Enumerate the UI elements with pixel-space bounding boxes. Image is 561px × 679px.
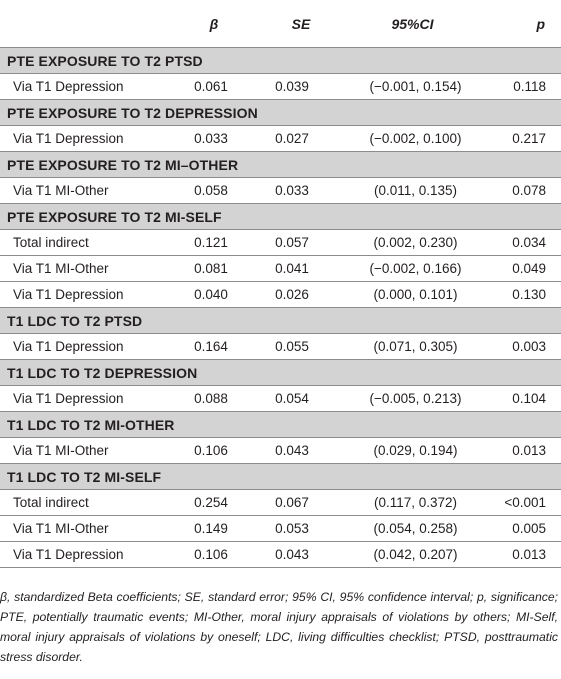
row-label: Via T1 Depression — [0, 334, 168, 360]
beta-value: 0.106 — [168, 542, 260, 568]
ci-value: (0.029, 0.194) — [342, 438, 483, 464]
beta-value: 0.040 — [168, 282, 260, 308]
beta-value: 0.058 — [168, 178, 260, 204]
se-value: 0.027 — [260, 126, 342, 152]
se-value: 0.041 — [260, 256, 342, 282]
section-title: PTE EXPOSURE TO T2 DEPRESSION — [0, 100, 561, 126]
table-body — [0, 48, 561, 568]
se-value: 0.043 — [260, 438, 342, 464]
ci-value: (−0.005, 0.213) — [342, 386, 483, 412]
p-value: 0.104 — [483, 386, 561, 412]
ci-value: (0.000, 0.101) — [342, 282, 483, 308]
beta-value: 0.149 — [168, 516, 260, 542]
header-p: p — [483, 0, 561, 48]
se-value: 0.055 — [260, 334, 342, 360]
table-row — [0, 334, 561, 360]
section-title: T1 LDC TO T2 MI-SELF — [0, 464, 561, 490]
table-row — [0, 516, 561, 542]
table-row — [0, 230, 561, 256]
header-se: SE — [260, 0, 342, 48]
section-header-row — [0, 152, 561, 178]
section-header-row — [0, 308, 561, 334]
se-value: 0.026 — [260, 282, 342, 308]
p-value: 0.130 — [483, 282, 561, 308]
table-footnote: β, standardized Beta coefficients; SE, standard error; 95% CI, 95% confidence interval; p, significance; PTE, potentially traumatic events; MI-Other, moral injury appraisals of violations by others; MI-Self, moral injury appraisals of violations by oneself; LDC, living difficulties checklist; PTSD, posttraumatic stress disorder. — [0, 590, 558, 664]
beta-value: 0.088 — [168, 386, 260, 412]
section-header-row — [0, 464, 561, 490]
p-value: 0.003 — [483, 334, 561, 360]
row-label: Via T1 MI-Other — [0, 178, 168, 204]
ci-value: (0.011, 0.135) — [342, 178, 483, 204]
p-value: 0.118 — [483, 74, 561, 100]
header-row — [0, 0, 561, 48]
section-title: T1 LDC TO T2 PTSD — [0, 308, 561, 334]
beta-value: 0.106 — [168, 438, 260, 464]
se-value: 0.054 — [260, 386, 342, 412]
ci-value: (−0.001, 0.154) — [342, 74, 483, 100]
header-beta: β — [168, 0, 260, 48]
section-title: PTE EXPOSURE TO T2 PTSD — [0, 48, 561, 74]
section-header-row — [0, 360, 561, 386]
ci-value: (0.002, 0.230) — [342, 230, 483, 256]
table-row — [0, 282, 561, 308]
row-label: Via T1 MI-Other — [0, 516, 168, 542]
row-label: Via T1 Depression — [0, 386, 168, 412]
section-title: T1 LDC TO T2 DEPRESSION — [0, 360, 561, 386]
se-value: 0.043 — [260, 542, 342, 568]
table-row — [0, 126, 561, 152]
ci-value: (0.054, 0.258) — [342, 516, 483, 542]
row-label: Via T1 Depression — [0, 542, 168, 568]
beta-value: 0.033 — [168, 126, 260, 152]
beta-value: 0.081 — [168, 256, 260, 282]
beta-value: 0.164 — [168, 334, 260, 360]
row-label: Via T1 Depression — [0, 126, 168, 152]
ci-value: (0.071, 0.305) — [342, 334, 483, 360]
section-header-row — [0, 48, 561, 74]
table-row — [0, 386, 561, 412]
ci-value: (−0.002, 0.166) — [342, 256, 483, 282]
section-title: T1 LDC TO T2 MI-OTHER — [0, 412, 561, 438]
row-label: Via T1 Depression — [0, 74, 168, 100]
row-label: Via T1 MI-Other — [0, 438, 168, 464]
se-value: 0.053 — [260, 516, 342, 542]
p-value: 0.013 — [483, 438, 561, 464]
section-title: PTE EXPOSURE TO T2 MI-SELF — [0, 204, 561, 230]
table-row — [0, 490, 561, 516]
p-value: 0.013 — [483, 542, 561, 568]
se-value: 0.033 — [260, 178, 342, 204]
p-value: 0.049 — [483, 256, 561, 282]
row-label: Total indirect — [0, 230, 168, 256]
section-title: PTE EXPOSURE TO T2 MI–OTHER — [0, 152, 561, 178]
table-row — [0, 438, 561, 464]
header-label — [0, 0, 168, 48]
row-label: Via T1 MI-Other — [0, 256, 168, 282]
header-ci: 95%CI — [342, 0, 483, 48]
table-header — [0, 0, 561, 48]
ci-value: (−0.002, 0.100) — [342, 126, 483, 152]
ci-value: (0.117, 0.372) — [342, 490, 483, 516]
se-value: 0.067 — [260, 490, 342, 516]
p-value: 0.005 — [483, 516, 561, 542]
p-value: 0.034 — [483, 230, 561, 256]
table-row — [0, 256, 561, 282]
row-label: Via T1 Depression — [0, 282, 168, 308]
section-header-row — [0, 100, 561, 126]
table-row — [0, 74, 561, 100]
p-value: 0.078 — [483, 178, 561, 204]
section-header-row — [0, 204, 561, 230]
beta-value: 0.061 — [168, 74, 260, 100]
se-value: 0.039 — [260, 74, 342, 100]
beta-value: 0.254 — [168, 490, 260, 516]
p-value: <0.001 — [483, 490, 561, 516]
ci-value: (0.042, 0.207) — [342, 542, 483, 568]
p-value: 0.217 — [483, 126, 561, 152]
table-row — [0, 178, 561, 204]
table-row — [0, 542, 561, 568]
row-label: Total indirect — [0, 490, 168, 516]
section-header-row — [0, 412, 561, 438]
se-value: 0.057 — [260, 230, 342, 256]
beta-value: 0.121 — [168, 230, 260, 256]
